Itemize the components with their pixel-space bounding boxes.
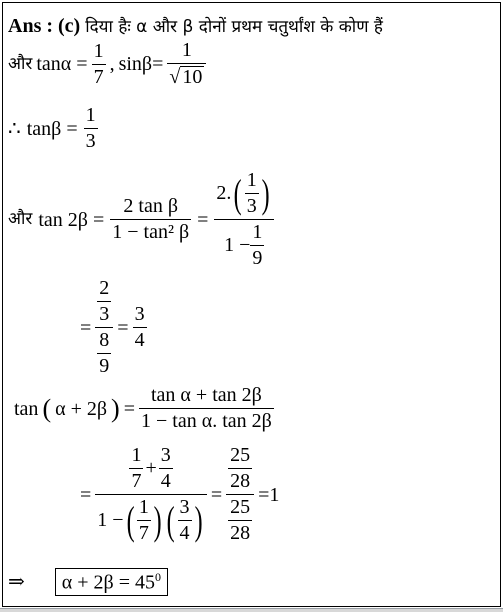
compound-fraction: $\frac{\frac{2}{3}}{\frac{8}{9}}$ — [95, 278, 113, 377]
result-line — [8, 568, 168, 596]
and-word: और — [8, 53, 33, 74]
double-angle-formula: $\frac{\text{2 tan β}}{\text{1 − tan² β}}$ — [112, 195, 190, 243]
sum-formula-line: tan ( α + 2β ) = $\frac{\text{tan α + tan 2β}}{\text{1 − tan α. tan 2β}}$ — [14, 384, 272, 432]
fraction-25-28-over-25-28: $\frac{\frac{25}{28}}{\frac{25}{28}}$ — [226, 445, 254, 544]
given-statement: दिया हैः α और β दोनों प्रथम चतुर्थांश के कोण हैं — [85, 17, 383, 37]
simplify-line: = $\frac{\frac{2}{3}}{\frac{8}{9}}$ = $\frac{3}{4}$ — [80, 277, 145, 377]
answer-label: Ans : (c) — [8, 15, 81, 37]
fraction-three-fourths: $\frac{3}{4}$ — [134, 303, 145, 351]
large-fraction: $\frac{1}{7}$ + $\frac{3}{4}$ 1 − ( $\frac{1}{7}$ ) ( $\frac{3}{4}$ ) — [95, 445, 207, 544]
given-values: और tanα = $\frac{1}{7}$ , sinβ= 1 √ 10 — [8, 40, 206, 88]
tan-beta-line: ∴ tanβ = $\frac{1}{3}$ — [8, 104, 96, 152]
sqrt-ten: √ 10 — [169, 66, 203, 88]
bottom-border — [0, 608, 503, 612]
fraction-one-third: $\frac{1}{3}$ — [85, 104, 96, 152]
therefore-symbol: ∴ — [8, 117, 21, 140]
tan-2beta-line: और tan 2β = $\frac{\text{2 tan β}}{\text{1 − tan² β}}$ = 2. ( $\frac{1}{3}$ ) 1 − $\frac{1}{9}$ — [8, 170, 274, 269]
fraction-one-seventh: $\frac{1}{7}$ — [93, 39, 104, 88]
tan-sum-formula: $\frac{\text{tan α + tan 2β}}{\text{1 − tan α. tan 2β}}$ — [141, 384, 272, 432]
answer-heading — [8, 16, 383, 36]
substituted-fraction: 2. ( $\frac{1}{3}$ ) 1 − $\frac{1}{9}$ — [214, 170, 274, 269]
sin-beta-label: sinβ= — [118, 53, 164, 75]
tan-alpha-label: tanα = — [36, 53, 88, 75]
boxed-result: $\alpha + 2\beta = 45^0$ — [55, 568, 168, 596]
final-compute-line: = $\frac{1}{7}$ + $\frac{3}{4}$ 1 − ( $\frac{1}{7}$ ) ( $\frac{3}{4}$ ) = $\frac{\frac{25}{28}}{\frac{25}{28}}$ =1 — [80, 444, 280, 544]
fraction-one-root-ten: 1 √ 10 — [167, 40, 206, 88]
implies-symbol: ⇒ — [8, 570, 25, 593]
